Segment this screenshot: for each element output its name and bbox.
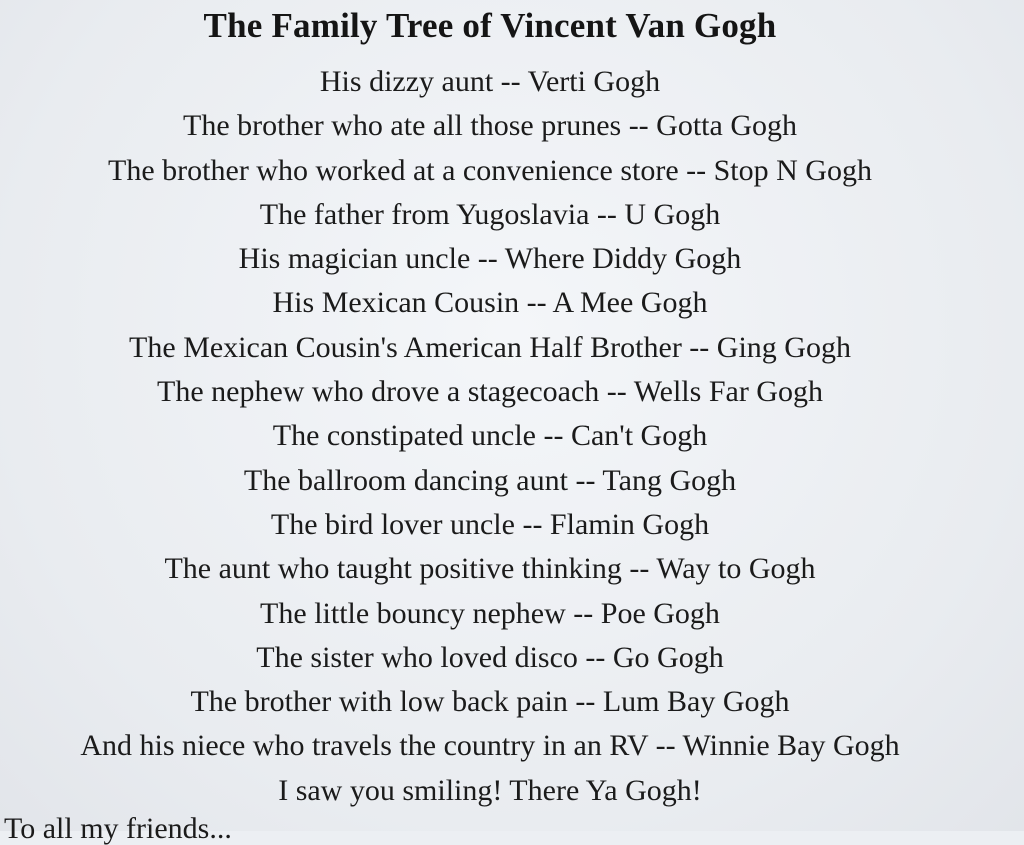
list-item: The aunt who taught positive thinking -- Way to Gogh xyxy=(164,552,816,586)
list-item: The constipated uncle -- Can't Gogh xyxy=(272,419,708,453)
list-item: His dizzy aunt -- Verti Gogh xyxy=(319,65,661,98)
list-item: The father from Yugoslavia -- U Gogh xyxy=(259,197,721,231)
page-title: The Family Tree of Vincent Van Gogh xyxy=(203,6,777,45)
list-item: His magician uncle -- Where Diddy Gogh xyxy=(238,242,742,276)
list-item: The ballroom dancing aunt -- Tang Gogh xyxy=(243,463,737,497)
list-item: The brother who ate all those prunes -- Gotta Gogh xyxy=(183,109,797,143)
family-tree-list xyxy=(0,60,980,813)
list-item: His Mexican Cousin -- A Mee Gogh xyxy=(272,286,708,320)
closing-line: I saw you smiling! There Ya Gogh! xyxy=(278,773,702,807)
list-item: The nephew who drove a stagecoach -- Wells Far Gogh xyxy=(157,375,823,409)
list-item: The Mexican Cousin's American Half Brother -- Ging Gogh xyxy=(129,330,851,364)
list-item: The little bouncy nephew -- Poe Gogh xyxy=(260,596,720,630)
cutoff-text: To all my friends... xyxy=(4,812,232,845)
cutoff-text-line xyxy=(0,812,260,845)
list-item: The bird lover uncle -- Flamin Gogh xyxy=(270,507,710,541)
list-item: And his niece who travels the country in an RV -- Winnie Bay Gogh xyxy=(80,729,900,763)
list-item: The brother with low back pain -- Lum Bay Gogh xyxy=(190,685,790,719)
list-item: The sister who loved disco -- Go Gogh xyxy=(256,640,724,674)
list-item: The brother who worked at a convenience store -- Stop N Gogh xyxy=(108,153,872,187)
